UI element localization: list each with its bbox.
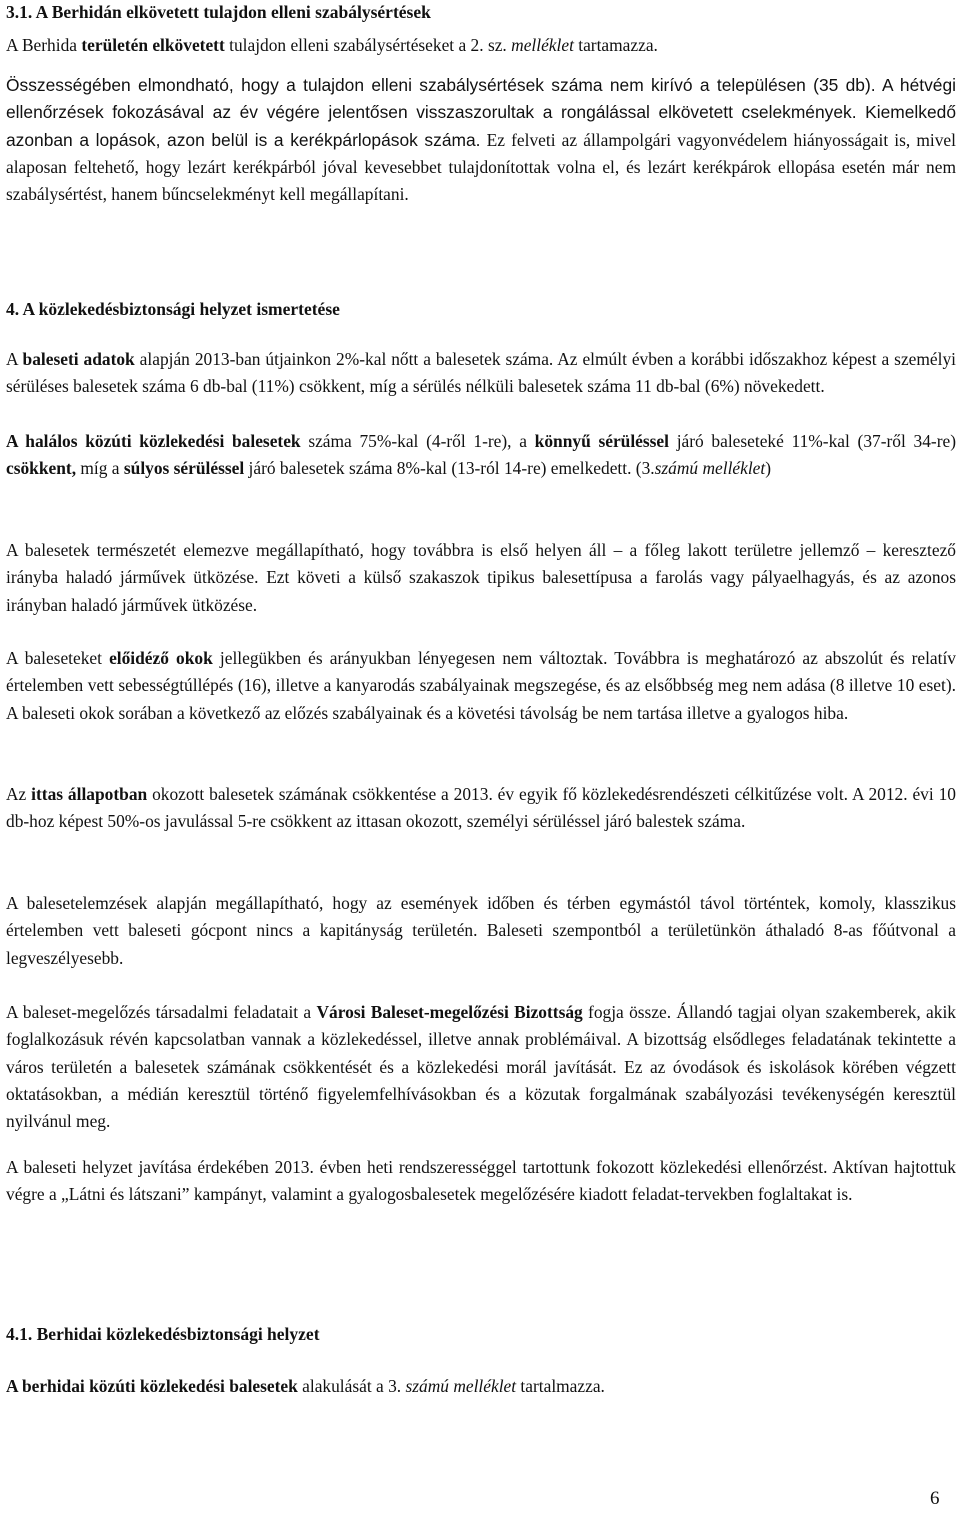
paragraph-s31-1: A Berhida területén elkövetett tulajdon elleni szabálysértéseket a 2. sz. melléklet tartamazza.	[6, 35, 658, 55]
paragraph-s4-4: A baleseteket előidéző okok jellegükben és arányukban lényegesen nem változtak. Továbbra is meghatározó az abszolút és relatív értelemben vett sebességtúllépés (16), illetve a kanyarodás szabályainak megszegése, és az elsőbbség meg nem adása (8 illetve 10 eset). A baleseti okok sorában a következő az előzés szabályainak és a követési távolság be nem tartása illetve a gyalogos hiba.	[6, 648, 957, 723]
paragraph-s4-3: A balesetek természetét elemezve megállapítható, hogy továbbra is első helyen áll – a főleg lakott területre jellemző – keresztező irányba haladó járművek ütközése. Ezt követi a külső szakaszok tipikus balesettípusa a farolás vagy pályaelhagyás, és az azonos irányban haladó járművek ütközése.	[6, 540, 956, 615]
section-heading-3-1: 3.1. A Berhidán elkövetett tulajdon elleni szabálysértések	[6, 2, 431, 22]
paragraph-s4-8: A baleseti helyzet javítása érdekében 2013. évben heti rendszerességgel tartottunk fokozott közlekedési ellenőrzést. Aktívan hajtottuk végre a „Látni és látszani” kampányt, valamint a gyalogosbalesetek megelőzésére kiadott feladat-tervekben foglaltakat is.	[6, 1157, 956, 1205]
page-number: 6	[930, 1488, 940, 1509]
paragraph-s4-1: A baleseti adatok alapján 2013-ban útjainkon 2%-kal nőtt a balesetek száma. Az elmúlt évben a korábbi időszakhoz képest a személyi sérüléses balesetek száma 6 db-bal (11%) csökkent, míg a sérülés nélküli balesetek száma 11 db-bal (6%) növekedett.	[6, 349, 956, 397]
paragraph-s4-6: A balesetelemzések alapján megállapítható, hogy az események időben és térben egymástól távol történtek, komoly, klasszikus értelemben vett baleseti gócpont nincs a kapitányság területén. Baleseti szempontból a területünkön áthaladó 8-as főútvonal a legveszélyesebb.	[6, 893, 956, 968]
section-heading-4: 4. A közlekedésbiztonsági helyzet ismertetése	[6, 299, 340, 319]
paragraph-s4-5: Az ittas állapotban okozott balesetek számának csökkentése a 2013. év egyik fő közlekedésrendészeti célkitűzése volt. A 2012. évi 10 db-hoz képest 50%-os javulással 5-re csökkent az ittasan okozott, személyi sérüléssel járó balestek száma.	[6, 784, 956, 832]
section-heading-4-1: 4.1. Berhidai közlekedésbiztonsági helyzet	[6, 1324, 320, 1344]
paragraph-s31-2: Összességében elmondható, hogy a tulajdon elleni szabálysértések száma nem kirívó a településen (35 db). A hétvégi ellenőrzések fokozásával az év végére jelentősen visszaszorultak a rongálással elkövetett cselekmények. Kiemelkedő azonban a lopások, azon belül is a kerékpárlopások száma. Ez felveti az állampolgári vagyonvédelem hiányosságait is, mivel alaposan feltehető, hogy lezárt kerékpárból jóval kevesebbet tulajdonítottak volna el, és lezárt kerékpárok ellopása esetén már nem szabálysértést, hanem bűncselekményt kell megállapítani.	[6, 75, 956, 205]
paragraph-s4-7: A baleset-megelőzés társadalmi feladatait a Városi Baleset-megelőzési Bizottság fogja össze. Állandó tagjai olyan szakemberek, akik foglalkozásuk révén kapcsolatban vannak a közlekedéssel, illetve annak problémáival. A bizottság elsődleges feladatának tekintette a város területén a balesetek számának csökkentését és a közlekedési morál javítását. Ez az óvodások és iskolások körében végzett oktatásokban, a médián keresztül történő figyelemfelhívásokban és a közutak forgalmának szabályozási tevékenységén keresztül nyilvánul meg.	[6, 1002, 956, 1132]
paragraph-s41-1: A berhidai közúti közlekedési balesetek alakulását a 3. számú melléklet tartalmazza.	[6, 1376, 605, 1396]
paragraph-s4-2: A halálos közúti közlekedési balesetek száma 75%-kal (4-ről 1-re), a könnyű sérüléssel járó baleseteké 11%-kal (37-ről 34-re) csökkent, míg a súlyos sérüléssel járó balesetek száma 8%-kal (13-ról 14-re) emelkedett. (3.számú melléklet)	[6, 431, 957, 479]
